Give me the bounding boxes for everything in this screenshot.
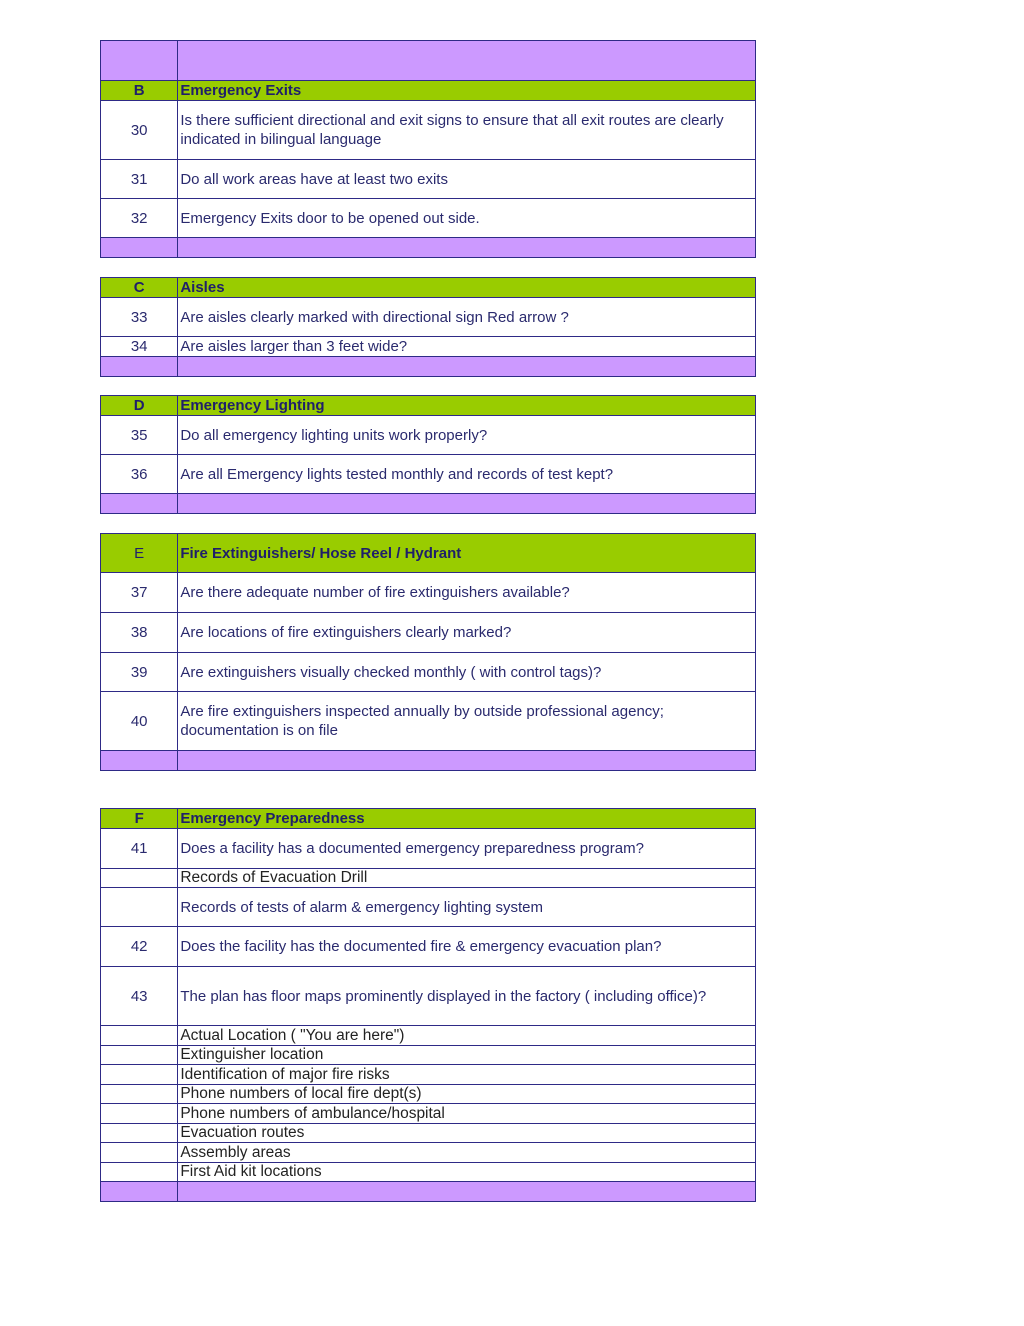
item-text: Identification of major fire risks [178, 1065, 756, 1085]
item-number: 38 [101, 613, 178, 653]
section-title: Emergency Preparedness [178, 809, 756, 829]
table-row [101, 416, 756, 455]
item-number: 35 [101, 416, 178, 455]
table-row [101, 869, 756, 888]
table-row [101, 455, 756, 494]
item-number [101, 1085, 178, 1104]
item-number [101, 1104, 178, 1124]
item-text: Do all emergency lighting units work properly? [178, 416, 756, 455]
list-item [101, 1026, 756, 1046]
section-code: E [101, 534, 178, 573]
item-text: Does the facility has the documented fire & emergency evacuation plan? [178, 927, 756, 967]
section-title: Fire Extinguishers/ Hose Reel / Hydrant [178, 534, 756, 573]
item-text: Emergency Exits door to be opened out side. [178, 199, 756, 238]
item-text: Phone numbers of ambulance/hospital [178, 1104, 756, 1124]
item-number: 41 [101, 829, 178, 869]
item-number: 31 [101, 160, 178, 199]
item-number [101, 1026, 178, 1046]
item-number [101, 1124, 178, 1143]
item-number [101, 1143, 178, 1163]
item-number: 32 [101, 199, 178, 238]
table-row [101, 573, 756, 613]
item-number [101, 869, 178, 888]
item-text: Does a facility has a documented emergency preparedness program? [178, 829, 756, 869]
section-footer-band [101, 357, 756, 377]
section-footer-band [101, 238, 756, 258]
list-item [101, 1046, 756, 1065]
section-code: D [101, 396, 178, 416]
table-row [101, 692, 756, 751]
item-number: 39 [101, 653, 178, 692]
section-c-table [100, 277, 756, 377]
top-header-row [101, 41, 756, 81]
item-text: Are fire extinguishers inspected annually by outside professional agency; documentation is on file [178, 692, 756, 751]
table-row [101, 101, 756, 160]
item-text: Assembly areas [178, 1143, 756, 1163]
item-text: Phone numbers of local fire dept(s) [178, 1085, 756, 1104]
item-text: Are aisles clearly marked with directional sign Red arrow ? [178, 298, 756, 337]
section-header-row [101, 81, 756, 101]
list-item [101, 1104, 756, 1124]
item-number: 34 [101, 337, 178, 357]
item-number: 33 [101, 298, 178, 337]
item-number [101, 1046, 178, 1065]
section-footer-band [101, 751, 756, 771]
section-code: F [101, 809, 178, 829]
table-row [101, 927, 756, 967]
table-row [101, 888, 756, 927]
section-header-row [101, 278, 756, 298]
table-row [101, 160, 756, 199]
item-text: The plan has floor maps prominently displayed in the factory ( including office)? [178, 967, 756, 1026]
item-number [101, 1163, 178, 1182]
section-b-table [100, 40, 756, 258]
table-row [101, 967, 756, 1026]
list-item [101, 1065, 756, 1085]
item-text: Are locations of fire extinguishers clearly marked? [178, 613, 756, 653]
section-e-table [100, 533, 756, 771]
item-text: Are there adequate number of fire extinguishers available? [178, 573, 756, 613]
table-row [101, 337, 756, 357]
section-title: Emergency Lighting [178, 396, 756, 416]
section-header-row [101, 534, 756, 573]
section-code: C [101, 278, 178, 298]
item-number: 43 [101, 967, 178, 1026]
list-item [101, 1124, 756, 1143]
item-text: Actual Location ( "You are here") [178, 1026, 756, 1046]
item-number: 30 [101, 101, 178, 160]
section-title: Aisles [178, 278, 756, 298]
table-row [101, 613, 756, 653]
item-number: 37 [101, 573, 178, 613]
item-text: Is there sufficient directional and exit signs to ensure that all exit routes are clearly indicated in bilingual language [178, 101, 756, 160]
item-number [101, 1065, 178, 1085]
table-row [101, 199, 756, 238]
item-number [101, 888, 178, 927]
item-number: 40 [101, 692, 178, 751]
list-item [101, 1143, 756, 1163]
item-number: 42 [101, 927, 178, 967]
item-text: Evacuation routes [178, 1124, 756, 1143]
table-row [101, 298, 756, 337]
item-text: Records of tests of alarm & emergency lighting system [178, 888, 756, 927]
section-header-row [101, 809, 756, 829]
section-f-table [100, 808, 756, 1202]
item-text: Are extinguishers visually checked monthly ( with control tags)? [178, 653, 756, 692]
list-item [101, 1163, 756, 1182]
section-footer-band [101, 494, 756, 514]
section-header-row [101, 396, 756, 416]
section-d-table [100, 395, 756, 514]
section-footer-band [101, 1182, 756, 1202]
section-title: Emergency Exits [178, 81, 756, 101]
item-number: 36 [101, 455, 178, 494]
item-text: Are all Emergency lights tested monthly and records of test kept? [178, 455, 756, 494]
list-item [101, 1085, 756, 1104]
item-text: Extinguisher location [178, 1046, 756, 1065]
top-header-code [101, 41, 178, 81]
item-text: Do all work areas have at least two exits [178, 160, 756, 199]
table-row [101, 653, 756, 692]
item-text: First Aid kit locations [178, 1163, 756, 1182]
table-row [101, 829, 756, 869]
item-text: Are aisles larger than 3 feet wide? [178, 337, 756, 357]
section-code: B [101, 81, 178, 101]
top-header-text [178, 41, 756, 81]
item-text: Records of Evacuation Drill [178, 869, 756, 888]
